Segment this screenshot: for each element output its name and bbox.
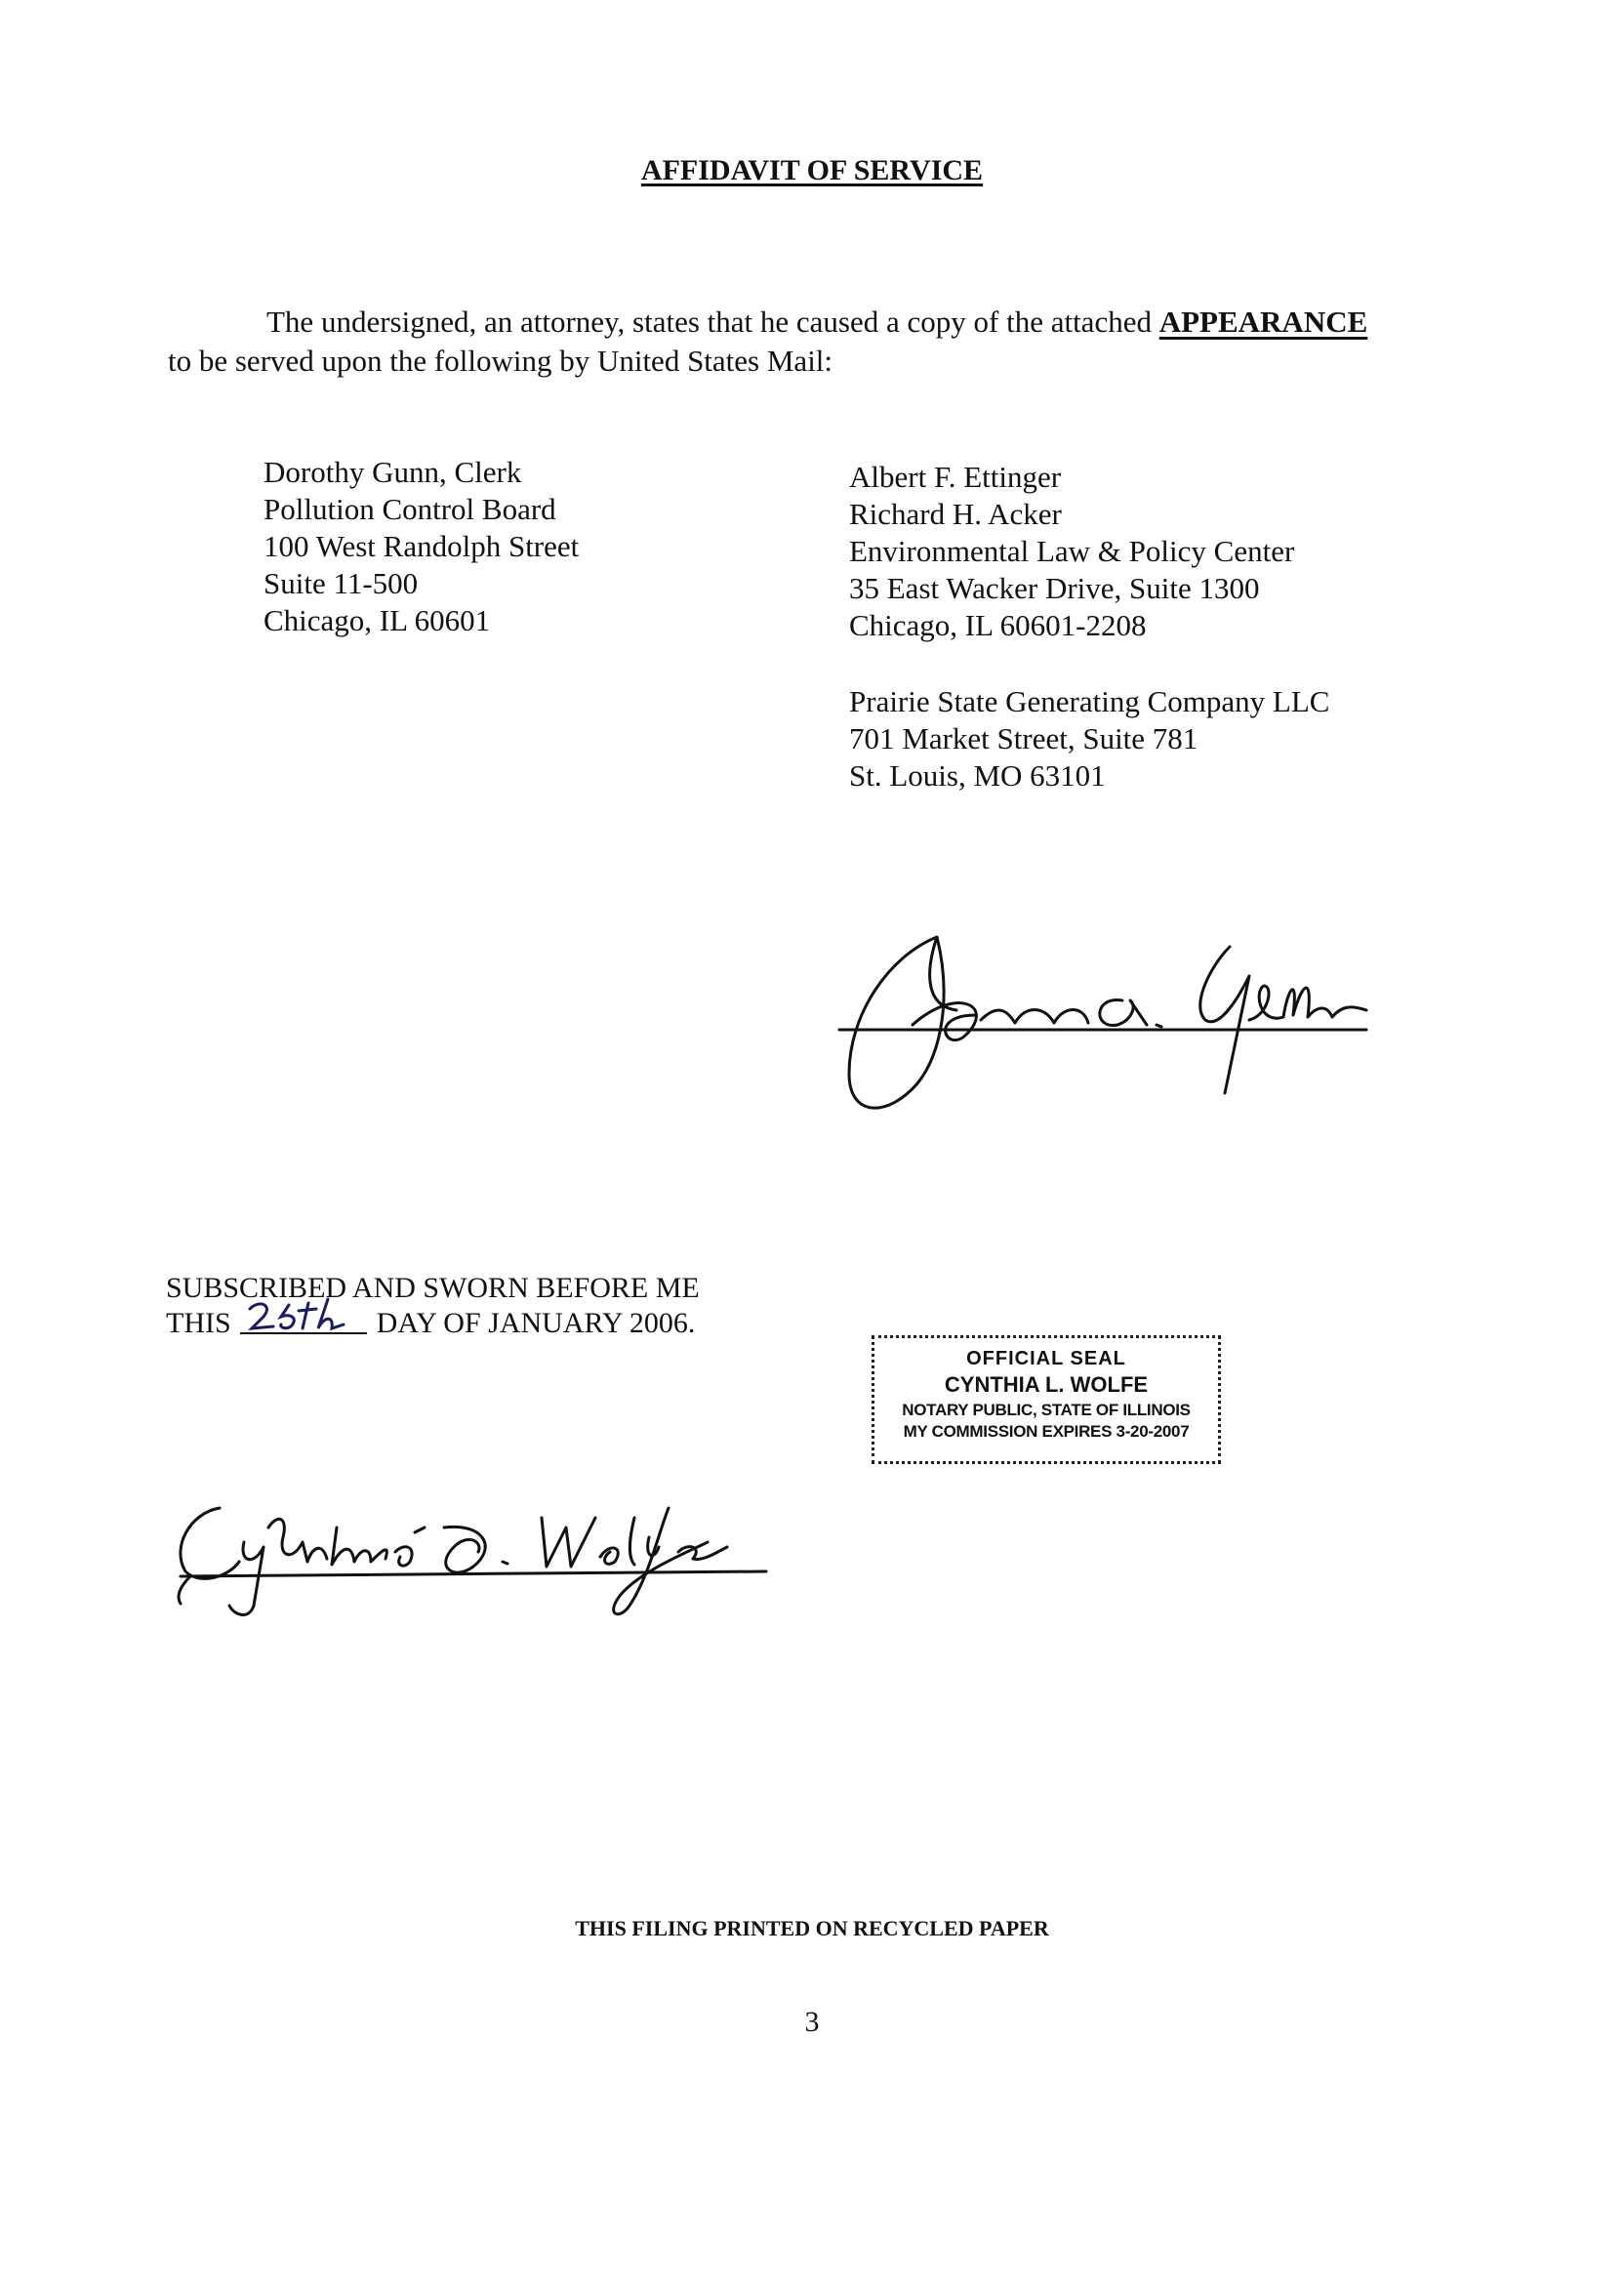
handwritten-day	[242, 1295, 364, 1334]
seal-line: OFFICIAL SEAL	[966, 1348, 1126, 1369]
address-line: Richard H. Acker	[849, 497, 1062, 531]
jurat-line-2: THIS DAY OF JANUARY 2006.	[166, 1306, 700, 1341]
notary-signature	[161, 1488, 786, 1625]
seal-line: NOTARY PUBLIC, STATE OF ILLINOIS	[902, 1401, 1191, 1419]
intro-line-1: The undersigned, an attorney, states that he caused a copy of the attached APPEARANCE	[266, 305, 1368, 339]
address-line: Chicago, IL 60601-2208	[849, 608, 1147, 642]
notary-seal	[872, 1335, 1221, 1464]
recipient-address-1	[264, 454, 579, 639]
address-line: Dorothy Gunn, Clerk	[264, 455, 522, 489]
seal-line: MY COMMISSION EXPIRES 3-20-2007	[903, 1422, 1190, 1441]
seal-line: CYNTHIA L. WOLFE	[944, 1372, 1149, 1397]
address-line: Chicago, IL 60601	[264, 603, 491, 637]
address-line: 701 Market Street, Suite 781	[849, 721, 1198, 755]
address-line: Environmental Law & Policy Center	[849, 534, 1295, 568]
document-title: AFFIDAVIT OF SERVICE	[640, 154, 984, 186]
attorney-signature	[820, 908, 1405, 1132]
address-line: Pollution Control Board	[264, 492, 556, 526]
document-name-emphasis: APPEARANCE	[1158, 305, 1368, 339]
address-line: St. Louis, MO 63101	[849, 758, 1106, 793]
address-line: Suite 11-500	[264, 566, 419, 600]
page-number: 3	[804, 2006, 820, 2038]
recycled-paper-footer: THIS FILING PRINTED ON RECYCLED PAPER	[575, 1916, 1049, 1940]
address-line: 100 West Randolph Street	[264, 529, 580, 563]
day-blank	[240, 1307, 367, 1334]
jurat-line-1: SUBSCRIBED AND SWORN BEFORE ME	[166, 1272, 700, 1304]
address-line: 35 East Wacker Drive, Suite 1300	[849, 571, 1260, 605]
recipient-address-3	[849, 683, 1329, 795]
jurat-block	[166, 1271, 700, 1341]
intro-line-2: to be served upon the following by United States Mail:	[168, 344, 833, 378]
address-line: Albert F. Ettinger	[849, 460, 1062, 494]
address-line: Prairie State Generating Company LLC	[849, 684, 1330, 718]
recipient-address-2	[849, 459, 1294, 644]
